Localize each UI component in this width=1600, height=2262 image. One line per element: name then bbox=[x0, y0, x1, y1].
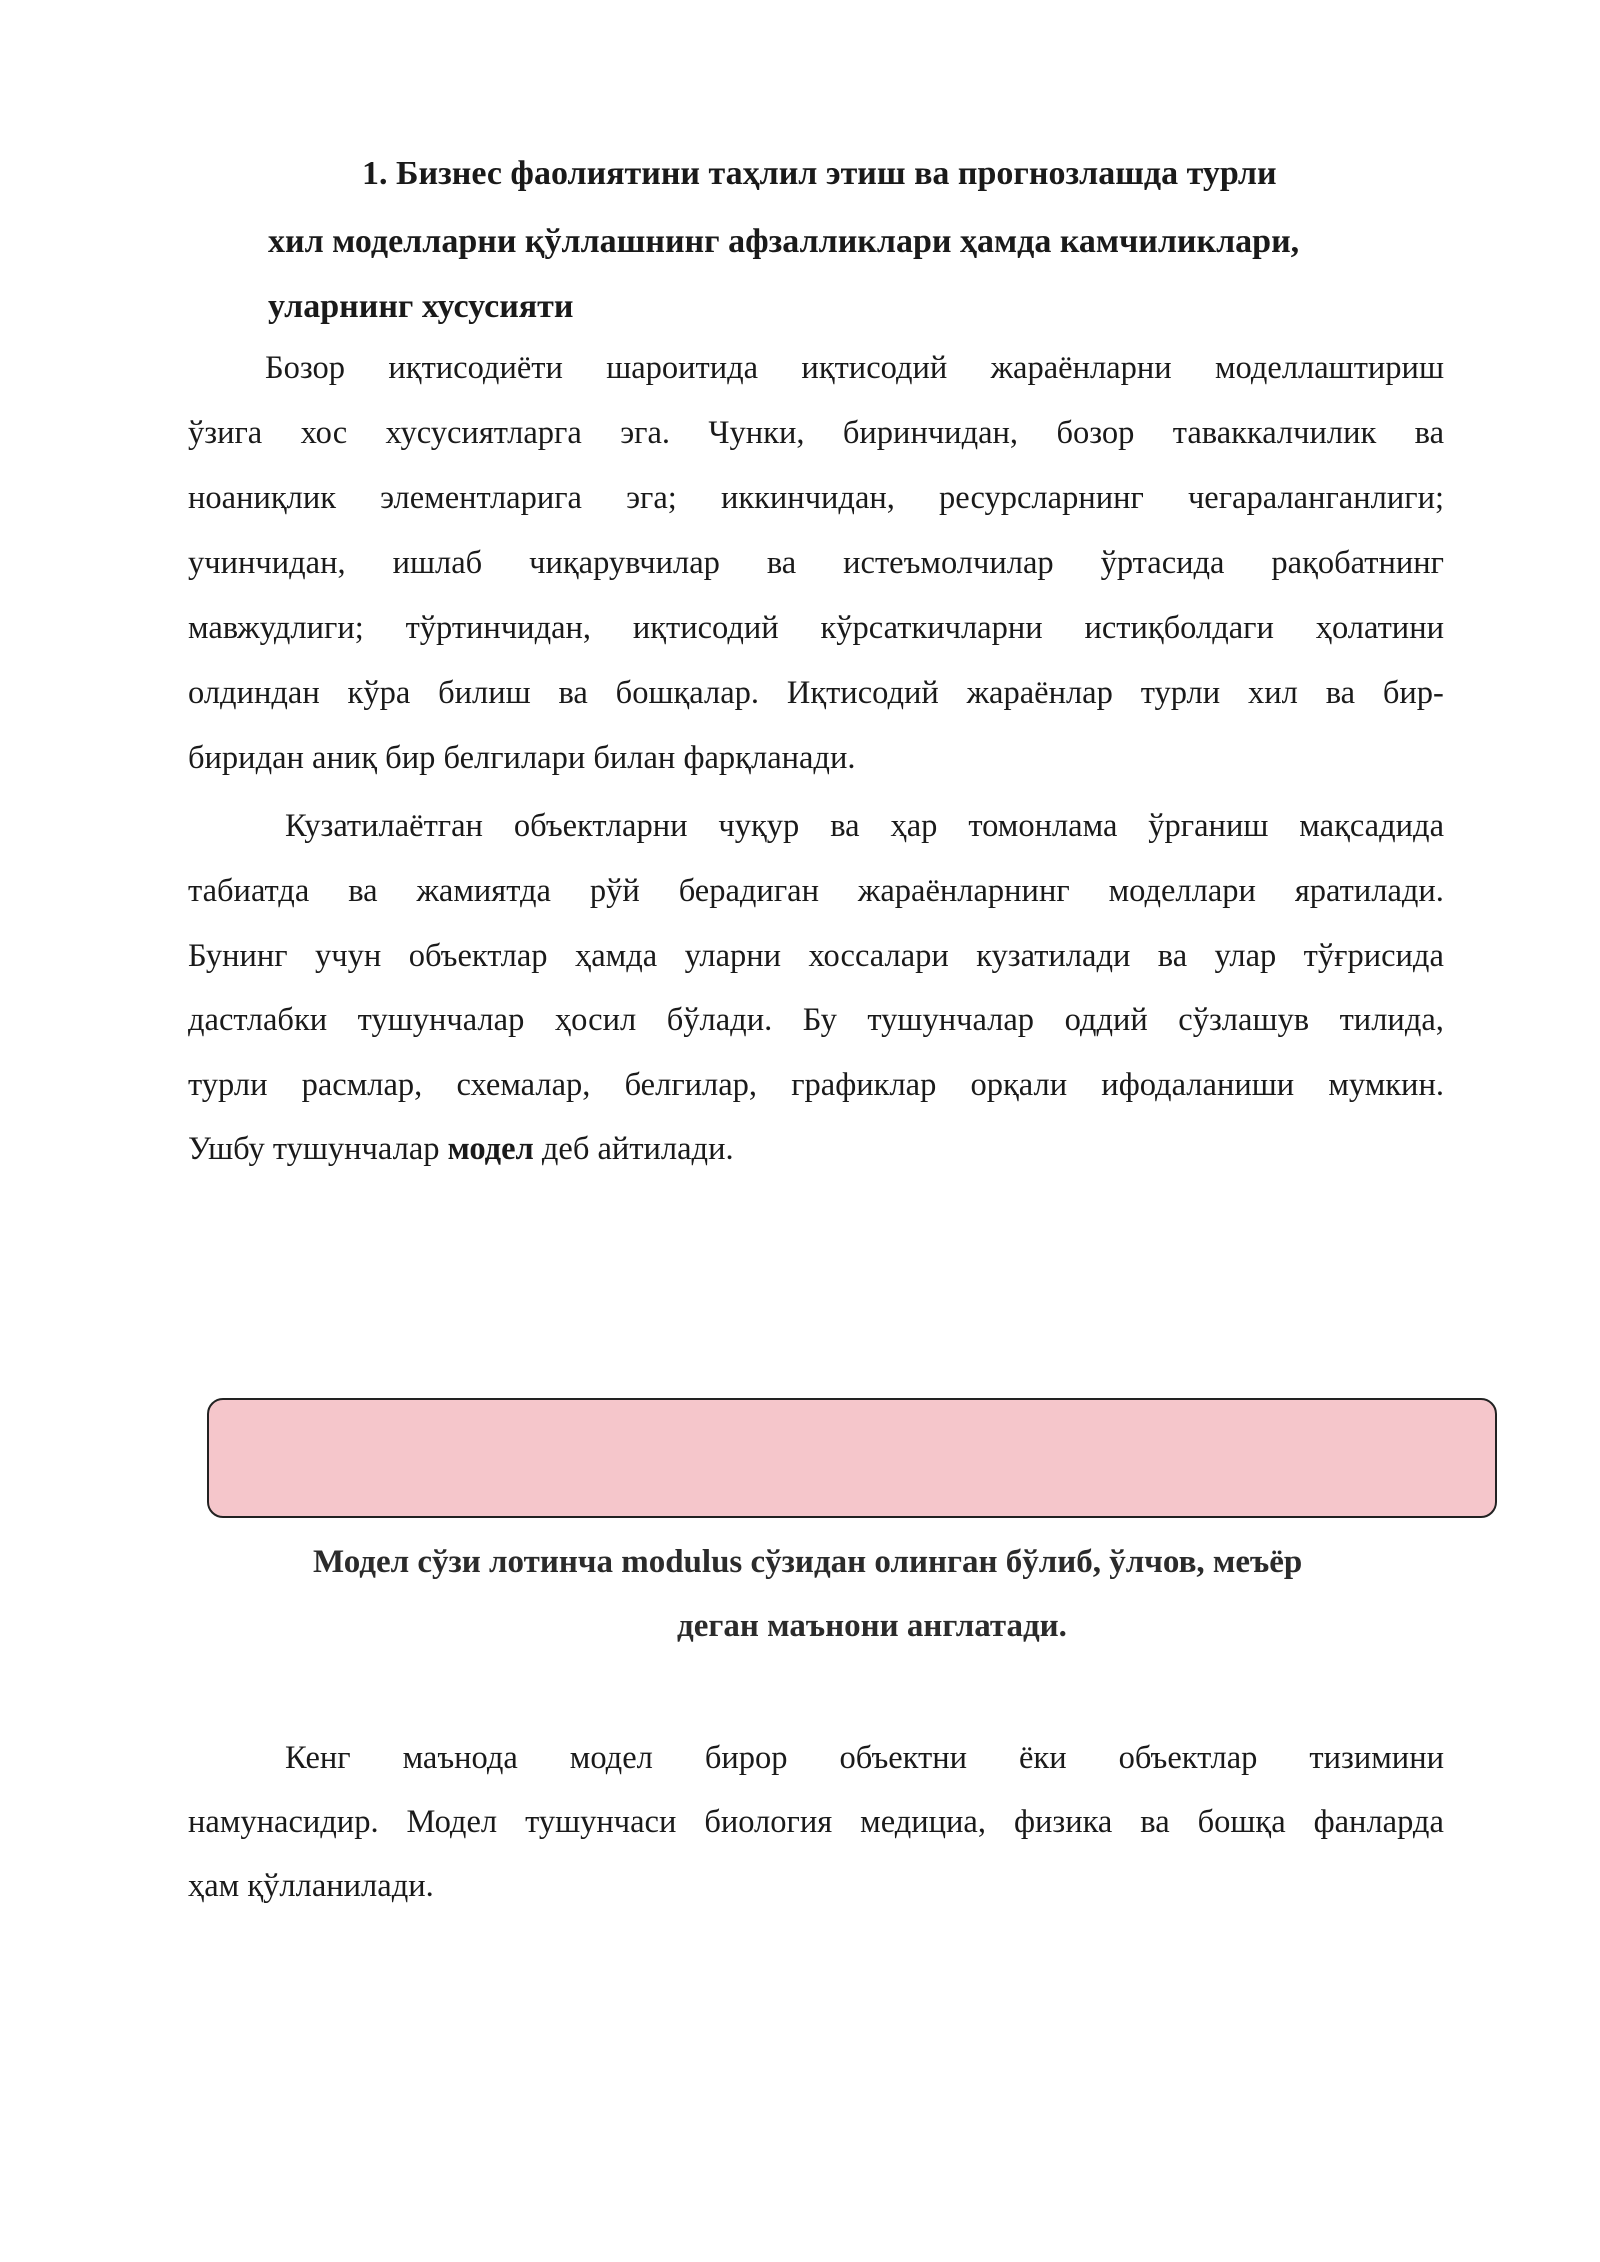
paragraph-2-line bbox=[188, 936, 1444, 976]
word: билиш bbox=[438, 675, 531, 711]
word: биология bbox=[704, 1804, 833, 1840]
word: графиклар bbox=[791, 1067, 937, 1103]
word: шароитида bbox=[606, 350, 759, 386]
word: моделлаштириш bbox=[1214, 350, 1444, 386]
word: биринчидан, bbox=[842, 415, 1019, 451]
word: мавжудлиги; bbox=[188, 610, 364, 646]
word: тушунчаси bbox=[525, 1804, 677, 1840]
section-title-line-1: 1. Бизнес фаолиятини таҳлил этиш ва прогнозлашда турли bbox=[362, 155, 1277, 192]
word: маънода bbox=[402, 1740, 518, 1776]
word: ва bbox=[830, 808, 860, 844]
paragraph-3-line: ҳам қўлланилади. bbox=[188, 1868, 434, 1904]
word: тушунчалар bbox=[867, 1002, 1035, 1038]
word: томонлама bbox=[968, 808, 1118, 844]
paragraph-1-line bbox=[188, 673, 1444, 713]
word: хил bbox=[1248, 675, 1298, 711]
paragraph-2-line bbox=[285, 806, 1444, 846]
word: ҳолатини bbox=[1315, 610, 1444, 646]
paragraph-2-line bbox=[188, 1000, 1444, 1040]
word: хос bbox=[300, 415, 348, 451]
word: ва bbox=[558, 675, 588, 711]
word: Модел bbox=[406, 1804, 498, 1840]
word: ўртасида bbox=[1100, 545, 1225, 581]
word: жараёнларни bbox=[990, 350, 1172, 386]
word: иқтисодий bbox=[801, 350, 948, 386]
word: Бунинг bbox=[188, 938, 288, 974]
word: орқали bbox=[970, 1067, 1068, 1103]
word: тўртинчидан, bbox=[405, 610, 592, 646]
word: ноаниқлик bbox=[188, 480, 337, 516]
word: табиатда bbox=[188, 873, 310, 909]
word: берадиган bbox=[678, 873, 819, 909]
term-model: модел bbox=[447, 1131, 534, 1167]
paragraph-1-line: биридан аниқ бир белгилари билан фарқланади. bbox=[188, 740, 856, 776]
word: расмлар, bbox=[301, 1067, 423, 1103]
word: хусусиятларга bbox=[385, 415, 582, 451]
word: учинчидан, bbox=[188, 545, 346, 581]
word: белгилар, bbox=[624, 1067, 758, 1103]
word: ишлаб bbox=[392, 545, 483, 581]
word: бир- bbox=[1382, 675, 1444, 711]
word: медициа, bbox=[860, 1804, 986, 1840]
word: чиқарувчилар bbox=[529, 545, 720, 581]
word: дастлабки bbox=[188, 1002, 328, 1038]
word: истеъмолчилар bbox=[843, 545, 1054, 581]
word: ҳосил bbox=[554, 1002, 637, 1038]
word: ёки bbox=[1019, 1740, 1067, 1776]
word: Чунки, bbox=[708, 415, 805, 451]
paragraph-1-line bbox=[188, 478, 1444, 518]
word: физика bbox=[1013, 1804, 1113, 1840]
word: иқтисодий bbox=[632, 610, 779, 646]
word: турли bbox=[188, 1067, 268, 1103]
word: ўзига bbox=[188, 415, 263, 451]
word: улар bbox=[1214, 938, 1277, 974]
paragraph-2-line bbox=[188, 1065, 1444, 1105]
word: схемалар, bbox=[456, 1067, 591, 1103]
definition-line-2: деган маънони англатади. bbox=[677, 1608, 1067, 1644]
word: Бозор bbox=[265, 350, 346, 386]
word: бошқа bbox=[1197, 1804, 1286, 1840]
word: эга. bbox=[620, 415, 671, 451]
word: тушунчалар bbox=[357, 1002, 525, 1038]
word: хоссалари bbox=[808, 938, 949, 974]
word: Кенг bbox=[285, 1740, 351, 1776]
word: бошқалар. bbox=[615, 675, 760, 711]
word: тизимини bbox=[1309, 1740, 1444, 1776]
paragraph-3-line bbox=[285, 1738, 1444, 1778]
word: иқтисодиёти bbox=[388, 350, 563, 386]
word: ва bbox=[766, 545, 797, 581]
word: тилида, bbox=[1339, 1002, 1444, 1038]
word: сўзлашув bbox=[1178, 1002, 1310, 1038]
paragraph-2-last-line bbox=[188, 1129, 1444, 1169]
section-title-line-2: хил моделларни қўллашнинг афзалликлари ҳамда камчиликлари, bbox=[268, 223, 1300, 260]
word: Иқтисодий bbox=[786, 675, 939, 711]
word: рўй bbox=[589, 873, 640, 909]
word: мумкин. bbox=[1328, 1067, 1444, 1103]
word: объектлар bbox=[408, 938, 548, 974]
paragraph-1-line bbox=[265, 348, 1444, 388]
word: бозор bbox=[1056, 415, 1135, 451]
word: тўғрисида bbox=[1303, 938, 1444, 974]
word: Кузатилаётган bbox=[285, 808, 483, 844]
word: жараёнлар bbox=[966, 675, 1113, 711]
section-title-line-3: уларнинг хусусияти bbox=[268, 288, 574, 325]
paragraph-1-line bbox=[188, 543, 1444, 583]
word: ресурсларнинг bbox=[939, 480, 1144, 516]
word: объектларни bbox=[513, 808, 688, 844]
word: элементларига bbox=[380, 480, 582, 516]
definition-line-1: Модел сўзи лотинча modulus сўзидан олинган бўлиб, ўлчов, меъёр bbox=[313, 1544, 1303, 1580]
word: кўра bbox=[347, 675, 411, 711]
paragraph-2-last-prefix: Ушбу тушунчалар bbox=[188, 1131, 448, 1167]
highlight-box bbox=[207, 1398, 1497, 1518]
word: жараёнларнинг bbox=[857, 873, 1070, 909]
word: ифодаланиши bbox=[1101, 1067, 1295, 1103]
word: кузатилади bbox=[976, 938, 1131, 974]
word: бўлади. bbox=[666, 1002, 773, 1038]
word: чуқур bbox=[718, 808, 800, 844]
word: ва bbox=[1325, 675, 1356, 711]
word: чегараланганлиги; bbox=[1187, 480, 1444, 516]
word: объектни bbox=[839, 1740, 968, 1776]
paragraph-2-line bbox=[188, 871, 1444, 911]
word: бирор bbox=[704, 1740, 788, 1776]
word: яратилади. bbox=[1294, 873, 1444, 909]
word: Бу bbox=[802, 1002, 837, 1038]
word: иккинчидан, bbox=[720, 480, 895, 516]
word: намунасидир. bbox=[188, 1804, 379, 1840]
paragraph-1-line bbox=[188, 608, 1444, 648]
word: оддий bbox=[1064, 1002, 1148, 1038]
word: уларни bbox=[684, 938, 782, 974]
word: ва bbox=[348, 873, 378, 909]
word: модел bbox=[569, 1740, 653, 1776]
word: фанларда bbox=[1313, 1804, 1444, 1840]
paragraph-2-last-suffix: деб айтилади. bbox=[533, 1131, 734, 1167]
word: ва bbox=[1140, 1804, 1170, 1840]
word: эга; bbox=[626, 480, 677, 516]
word: ўрганиш bbox=[1148, 808, 1269, 844]
word: рақобатнинг bbox=[1271, 545, 1444, 581]
word: кўрсаткичларни bbox=[820, 610, 1043, 646]
word: объектлар bbox=[1118, 1740, 1258, 1776]
word: турли bbox=[1140, 675, 1221, 711]
word: ҳамда bbox=[574, 938, 658, 974]
word: мақсадида bbox=[1299, 808, 1444, 844]
word: олдиндан bbox=[188, 675, 320, 711]
paragraph-1-line bbox=[188, 413, 1444, 453]
word: ва bbox=[1414, 415, 1444, 451]
word: ва bbox=[1157, 938, 1188, 974]
word: ҳар bbox=[890, 808, 938, 844]
word: моделлари bbox=[1108, 873, 1256, 909]
word: учун bbox=[315, 938, 382, 974]
word: таваккалчилик bbox=[1172, 415, 1377, 451]
paragraph-3-line bbox=[188, 1802, 1444, 1842]
word: истиқболдаги bbox=[1084, 610, 1274, 646]
word: жамиятда bbox=[416, 873, 551, 909]
